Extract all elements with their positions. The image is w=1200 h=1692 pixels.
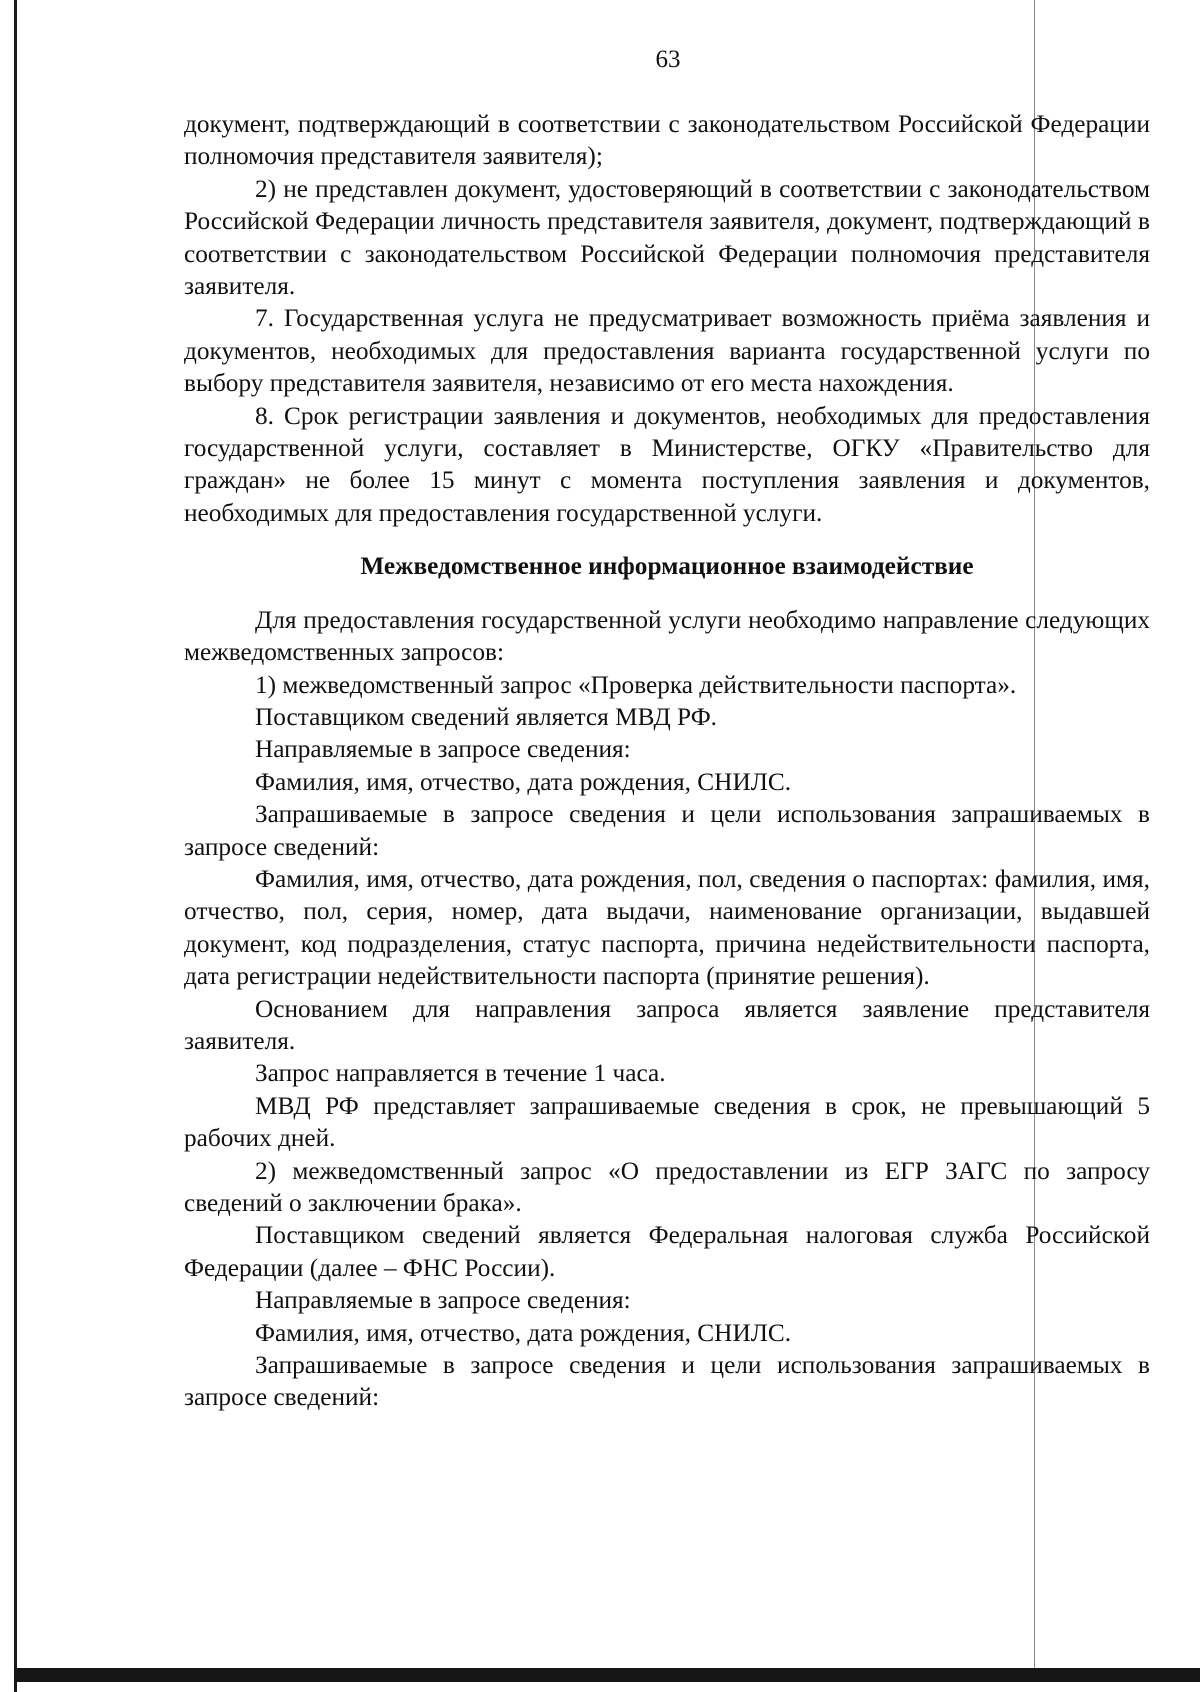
paragraph: 1) межведомственный запрос «Проверка действительности паспорта». <box>255 670 1017 699</box>
paragraph: Запрашиваемые в запросе сведения и цели использования запрашиваемых в запросе сведений: <box>184 1351 1150 1412</box>
paragraph: Направляемые в запросе сведения: <box>255 735 631 764</box>
paragraph: Для предоставления государственной услуги необходимо направление следующих межведомственных запросов: <box>184 605 1150 667</box>
paragraph: документ, подтверждающий в соответствии с законодательством Российской Федерации полномочия представителя заявителя); <box>184 110 1150 171</box>
paragraph: Фамилия, имя, отчество, дата рождения, СНИЛС. <box>255 1318 792 1347</box>
paragraph: 8. Срок регистрации заявления и документов, необходимых для предоставления государственной услуги, составляет в Министерстве, ОГКУ «Правительство для граждан» не более 15 минут с момента поступления заявления и документов, необходимых для предоставления государственной услуги. <box>184 401 1150 527</box>
paragraph: МВД РФ представляет запрашиваемые сведения в срок, не превышающий 5 рабочих дней. <box>184 1091 1150 1153</box>
scan-left-edge <box>14 0 17 1692</box>
paragraph: Поставщиком сведений является Федеральная налоговая служба Российской Федерации (далее – ФНС России). <box>184 1221 1150 1282</box>
paragraph: Направляемые в запросе сведения: <box>255 1286 631 1315</box>
paragraph: 2) не представлен документ, удостоверяющий в соответствии с законодательством Российской Федерации личность представителя заявителя, документ, подтверждающий в соответствии с законодательством Российской Федерации полномочия представителя заявителя. <box>184 174 1150 301</box>
paragraph: 7. Государственная услуга не предусматривает возможность приёма заявления и документов, необходимых для предоставления варианта государственной услуги по выбору представителя заявителя, независимо от его места нахождения. <box>184 304 1150 398</box>
scan-bottom-edge <box>14 1668 1200 1682</box>
paragraph: 2) межведомственный запрос «О предоставлении из ЕГР ЗАГС по запросу сведений о заключении брака». <box>184 1156 1150 1217</box>
paragraph: Основанием для направления запроса является заявление представителя заявителя. <box>184 994 1150 1055</box>
paragraph: Фамилия, имя, отчество, дата рождения, пол, сведения о паспортах: фамилия, имя, отчество, пол, серия, номер, дата выдачи, наименование организации, выдавшей документ, код подразделения, статус паспорта, причина недействительности паспорта, дата регистрации недействительности паспорта (принятие решения). <box>184 864 1150 991</box>
section-heading: Межведомственное информационное взаимодействие <box>360 552 974 581</box>
page-number: 63 <box>655 46 681 73</box>
paragraph: Поставщиком сведений является МВД РФ. <box>255 702 718 731</box>
document-body <box>184 108 1150 1414</box>
paragraph: Фамилия, имя, отчество, дата рождения, СНИЛС. <box>255 767 792 796</box>
paragraph: Запрос направляется в течение 1 часа. <box>255 1059 666 1088</box>
paragraph: Запрашиваемые в запросе сведения и цели использования запрашиваемых в запросе сведений: <box>184 800 1150 861</box>
